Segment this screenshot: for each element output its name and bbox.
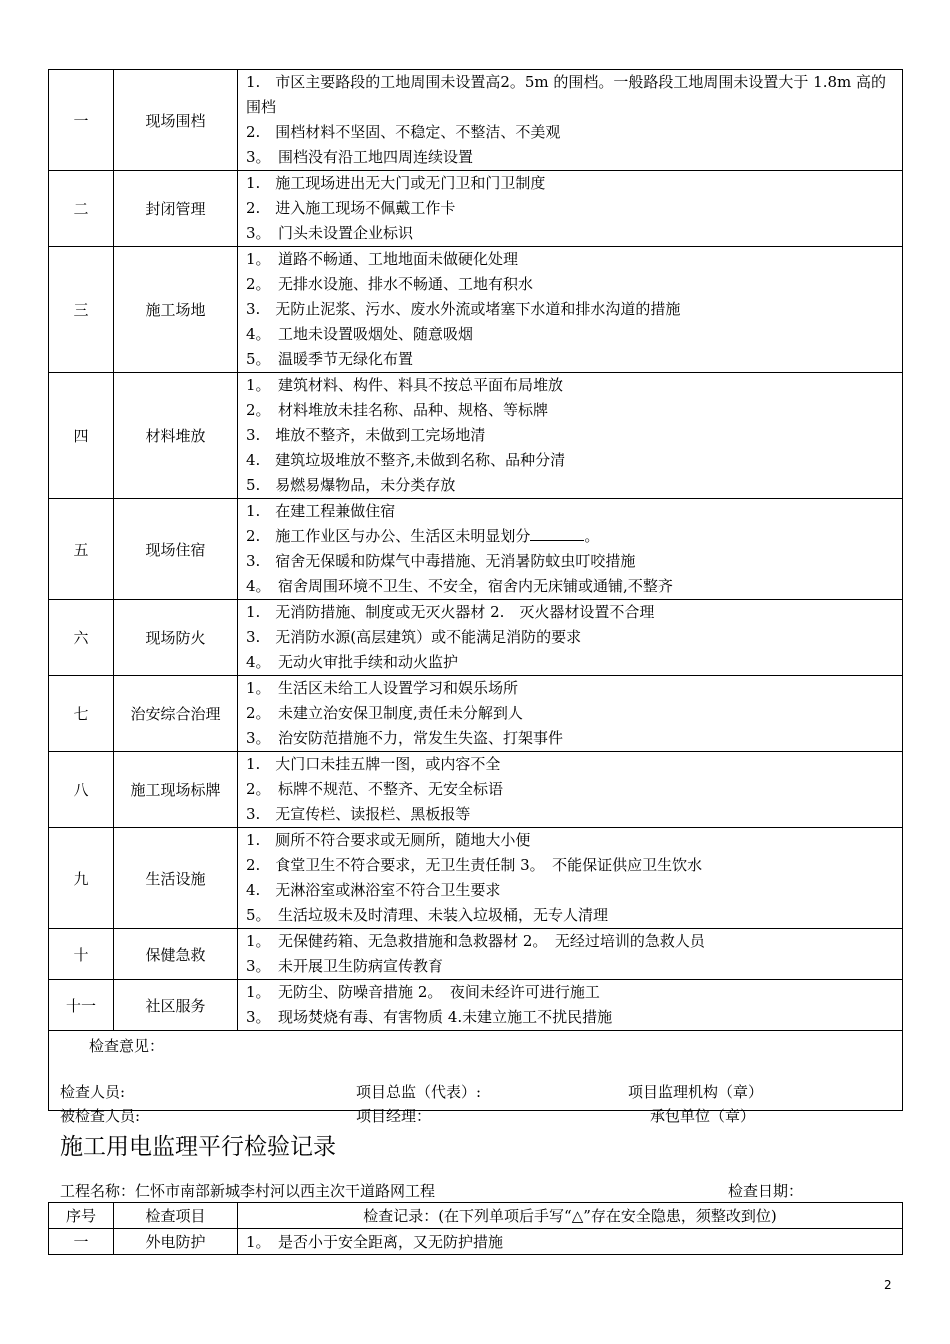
blank-suffix: 。 <box>584 527 600 545</box>
section-criteria <box>238 600 903 676</box>
section-row <box>49 676 903 752</box>
criterion-line: 3. 无消防水源(高层建筑）或不能满足消防的要求 <box>246 628 582 646</box>
section-criteria <box>238 828 903 929</box>
criterion-line: 3. 无宣传栏、读报栏、黑板报等 <box>246 805 471 823</box>
section-row <box>49 373 903 499</box>
section-item: 现场防火 <box>114 600 238 676</box>
criterion-line: 1。 无保健药箱、无急救措施和急救器材 2。 无经过培训的急救人员 <box>246 932 705 950</box>
project-name: 工程名称：仁怀市南部新城李村河以西主次干道路网工程 <box>60 1182 436 1200</box>
section-number: 九 <box>49 828 114 929</box>
criterion-line: 4. 无淋浴室或淋浴室不符合卫生要求 <box>246 881 501 899</box>
criterion-line: 4。 工地未设置吸烟处、随意吸烟 <box>246 325 474 343</box>
section-item: 施工场地 <box>114 247 238 373</box>
section-criteria <box>238 499 903 600</box>
criterion-line: 1。 建筑材料、构件、料具不按总平面布局堆放 <box>246 376 564 394</box>
section-criteria <box>238 752 903 828</box>
criterion-line: 2。 材料堆放未挂名称、品种、规格、等标牌 <box>246 401 549 419</box>
section-criteria <box>238 980 903 1031</box>
section-row <box>49 752 903 828</box>
criterion-line: 2。 未建立治安保卫制度,责任未分解到人 <box>246 704 523 722</box>
section-item: 现场围档 <box>114 70 238 171</box>
section-number: 七 <box>49 676 114 752</box>
section-criteria <box>238 676 903 752</box>
section-item: 社区服务 <box>114 980 238 1031</box>
criterion-text: 2. 施工作业区与办公、生活区未明显划分 <box>246 527 531 545</box>
criterion-line: 2。 标牌不规范、不整齐、无安全标语 <box>246 780 504 798</box>
criterion-line: 1. 大门口未挂五牌一图，或内容不全 <box>246 755 501 773</box>
handwriting-blank <box>530 526 584 541</box>
header-item: 检查项目 <box>114 1203 238 1229</box>
section-item: 施工现场标牌 <box>114 752 238 828</box>
section-number: 三 <box>49 247 114 373</box>
criterion-line: 5。 生活垃圾未及时清理、未装入垃圾桶，无专人清理 <box>246 906 609 924</box>
criterion-line: 5. 易燃易爆物品，未分类存放 <box>246 476 456 494</box>
section-number: 二 <box>49 171 114 247</box>
criterion-line: 1。 生活区未给工人设置学习和娱乐场所 <box>246 679 519 697</box>
criterion-line: 1。 道路不畅通、工地地面未做硬化处理 <box>246 250 519 268</box>
inspected-label: 被检查人员: <box>60 1107 141 1125</box>
section-item: 治安综合治理 <box>114 676 238 752</box>
criterion-line: 3。 未开展卫生防病宣传教育 <box>246 957 444 975</box>
section-criteria <box>238 373 903 499</box>
section-number: 四 <box>49 373 114 499</box>
criterion-line: 5。 温暖季节无绿化布置 <box>246 350 414 368</box>
criterion-line: 1. 无消防措施、制度或无灭火器材 2. 灭火器材设置不合理 <box>246 603 655 621</box>
criterion-line: 2. 食堂卫生不符合要求，无卫生责任制 3。 不能保证供应卫生饮水 <box>246 856 703 874</box>
section-number: 六 <box>49 600 114 676</box>
section-criteria <box>238 70 903 171</box>
document-title: 施工用电监理平行检验记录 <box>60 1134 336 1160</box>
section-number: 十 <box>49 929 114 980</box>
criterion-line: 2. 围档材料不坚固、不稳定、不整洁、不美观 <box>246 123 561 141</box>
criterion-line: 4。 宿舍周围环境不卫生、不安全，宿舍内无床铺或通铺,不整齐 <box>246 577 673 595</box>
criterion-line: 3。 门头未设置企业标识 <box>246 224 414 242</box>
power-inspection-table <box>48 1202 903 1255</box>
page-number: 2 <box>884 1278 892 1292</box>
section-row <box>49 929 903 980</box>
criterion-line: 3. 堆放不整齐，未做到工完场地清 <box>246 426 486 444</box>
criterion-line: 1. 厕所不符合要求或无厕所，随地大小便 <box>246 831 531 849</box>
section-number: 十一 <box>49 980 114 1031</box>
criterion-line: 1. 市区主要路段的工地周围未设置高2。5m 的围档。一般路段工地周围未设置大于 1.8m 高的围档 <box>246 73 887 116</box>
table-row <box>49 1229 903 1255</box>
supervision-org-label: 项目监理机构（章） <box>628 1083 764 1101</box>
criterion-line: 3. 宿舍无保暖和防煤气中毒措施、无消暑防蚊虫叮咬措施 <box>246 552 636 570</box>
section-criteria <box>238 929 903 980</box>
criterion-line: 1。 是否小于安全距离，又无防护措施 <box>238 1229 903 1255</box>
signature-row <box>60 1081 900 1103</box>
section-item: 保健急救 <box>114 929 238 980</box>
opinion-label: 检查意见： <box>89 1037 165 1055</box>
section-item: 封闭管理 <box>114 171 238 247</box>
section-row <box>49 499 903 600</box>
section-row <box>49 600 903 676</box>
section-number: 一 <box>49 70 114 171</box>
section-item: 现场住宿 <box>114 499 238 600</box>
section-criteria <box>238 247 903 373</box>
criterion-line: 3。 围档没有沿工地四周连续设置 <box>246 148 474 166</box>
section-item: 材料堆放 <box>114 373 238 499</box>
criterion-line: 3。 治安防范措施不力，常发生失盗、打架事件 <box>246 729 564 747</box>
signature-row <box>60 1105 900 1127</box>
section-row <box>49 247 903 373</box>
section-row <box>49 828 903 929</box>
section-row <box>49 980 903 1031</box>
criterion-line: 3. 无防止泥浆、污水、废水外流或堵塞下水道和排水沟道的措施 <box>246 300 681 318</box>
criterion-line: 1。 无防尘、防噪音措施 2。 夜间未经许可进行施工 <box>246 983 600 1001</box>
section-number: 一 <box>49 1229 114 1255</box>
project-manager-label: 项目经理： <box>356 1107 432 1125</box>
header-record: 检查记录：(在下列单项后手写“△”存在安全隐患，须整改到位) <box>238 1203 903 1229</box>
criterion-line: 1. 施工现场进出无大门或无门卫和门卫制度 <box>246 174 546 192</box>
inspection-table <box>48 69 903 1111</box>
section-number: 八 <box>49 752 114 828</box>
section-criteria <box>238 171 903 247</box>
section-row <box>49 70 903 171</box>
criterion-line: 4. 建筑垃圾堆放不整齐,未做到名称、品种分清 <box>246 451 566 469</box>
criterion-line: 2。 无排水设施、排水不畅通、工地有积水 <box>246 275 534 293</box>
section-row <box>49 171 903 247</box>
section-item: 生活设施 <box>114 828 238 929</box>
check-date-label: 检查日期： <box>728 1182 804 1200</box>
criterion-line: 1. 在建工程兼做住宿 <box>246 502 396 520</box>
section-number: 五 <box>49 499 114 600</box>
criterion-line <box>246 524 898 549</box>
chief-supervisor-label: 项目总监（代表）: <box>356 1083 482 1101</box>
inspector-label: 检查人员: <box>60 1083 126 1101</box>
section-item: 外电防护 <box>114 1229 238 1255</box>
table-header-row <box>49 1203 903 1229</box>
criterion-line: 4。 无动火审批手续和动火监护 <box>246 653 459 671</box>
criterion-line: 3。 现场焚烧有毒、有害物质 4.未建立施工不扰民措施 <box>246 1008 613 1026</box>
contractor-label: 承包单位（章） <box>650 1107 756 1125</box>
header-number: 序号 <box>49 1203 114 1229</box>
criterion-line: 2. 进入施工现场不佩戴工作卡 <box>246 199 456 217</box>
